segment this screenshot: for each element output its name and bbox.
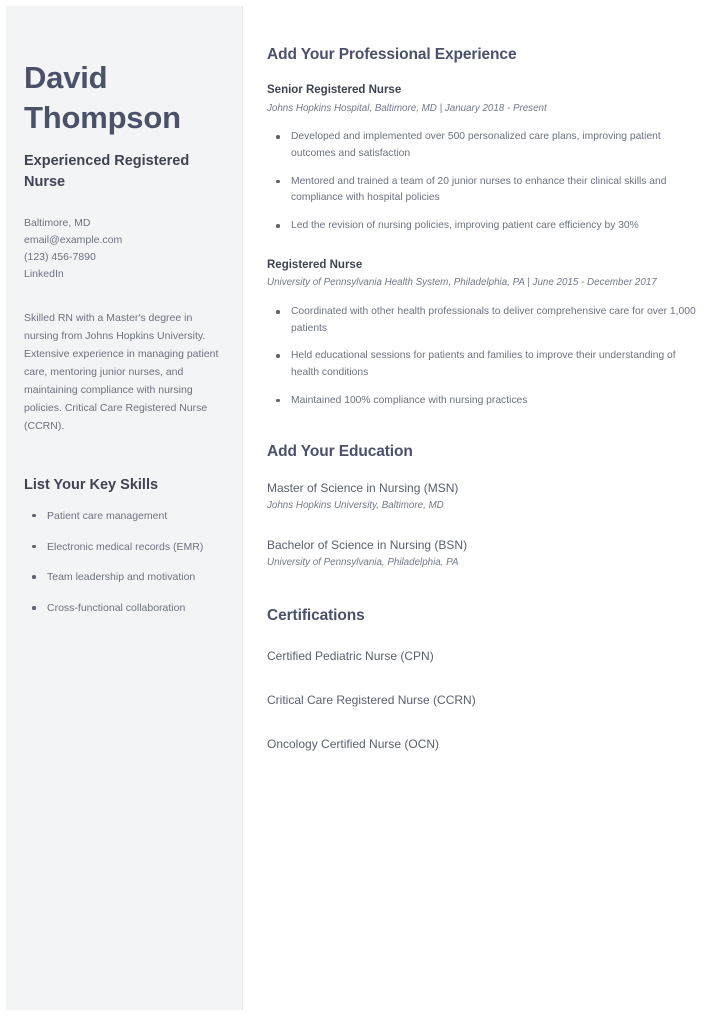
education-school: Johns Hopkins University, Baltimore, MD [267,500,444,512]
skills-heading: List Your Key Skills [24,476,159,493]
skills-list [24,509,224,617]
education-entry [267,536,696,571]
job-meta: Johns Hopkins Hospital, Baltimore, MD | January 2018 - Present [267,102,547,114]
experience-section [267,46,696,409]
education-heading: Add Your Education [267,443,413,461]
job-bullet-list [267,304,696,409]
experience-heading: Add Your Professional Experience [267,46,517,63]
contact-phone: (123) 456-7890 [24,250,96,263]
contact-linkedin[interactable]: LinkedIn [24,267,64,280]
list-item: Oncology Certified Nurse (OCN) [267,736,440,751]
experience-entry [267,257,696,410]
education-entry [267,479,696,514]
list-item: Led the revision of nursing policies, improving patient care efficiency by 30% [267,218,696,235]
list-item: Critical Care Registered Nurse (CCRN) [267,692,476,707]
list-item: Team leadership and motivation [24,570,224,586]
list-item: Patient care management [24,509,224,525]
list-item: Developed and implemented over 500 personalized care plans, improving patient outcomes and satisfaction [267,129,696,162]
certifications-list [267,647,696,753]
education-degree: Master of Science in Nursing (MSN) [267,481,459,496]
list-item: Mentored and trained a team of 20 junior nurses to enhance their clinical skills and compliance with hospital policies [267,174,696,207]
candidate-name: David Thompson [24,60,181,135]
resume-sidebar [6,6,243,1010]
contact-block [24,215,224,283]
list-item: Certified Pediatric Nurse (CPN) [267,648,434,663]
experience-entry [267,82,696,235]
certifications-section [267,607,696,753]
job-title: Senior Registered Nurse [267,84,402,96]
education-degree: Bachelor of Science in Nursing (BSN) [267,538,468,553]
list-item: Electronic medical records (EMR) [24,540,224,556]
job-title: Registered Nurse [267,258,363,271]
list-item: Coordinated with other health professionals to deliver comprehensive care for over 1,000 patients [267,304,696,337]
list-item: Held educational sessions for patients and families to improve their understanding of health conditions [267,348,696,381]
job-bullet-list [267,129,696,234]
candidate-headline: Experienced Registered Nurse [24,153,190,190]
contact-email: email@example.com [24,233,123,246]
professional-summary: Skilled RN with a Master's degree in nursing from Johns Hopkins University. Extensive experience in managing patient care, mentoring junior nurses, and maintaining compliance with nursing policies. Critical Care Registered Nurse (CCRN). [24,311,219,432]
list-item: Cross-functional collaboration [24,601,224,617]
list-item: Maintained 100% compliance with nursing practices [267,393,696,410]
certifications-heading: Certifications [267,606,365,624]
contact-location: Baltimore, MD [24,216,91,229]
education-school: University of Pennsylvania, Philadelphia, PA [267,557,459,569]
job-meta: University of Pennsylvania Health System, Philadelphia, PA | June 2015 - December 2017 [267,277,657,289]
resume-main-column [243,6,714,1010]
education-section [267,443,696,570]
